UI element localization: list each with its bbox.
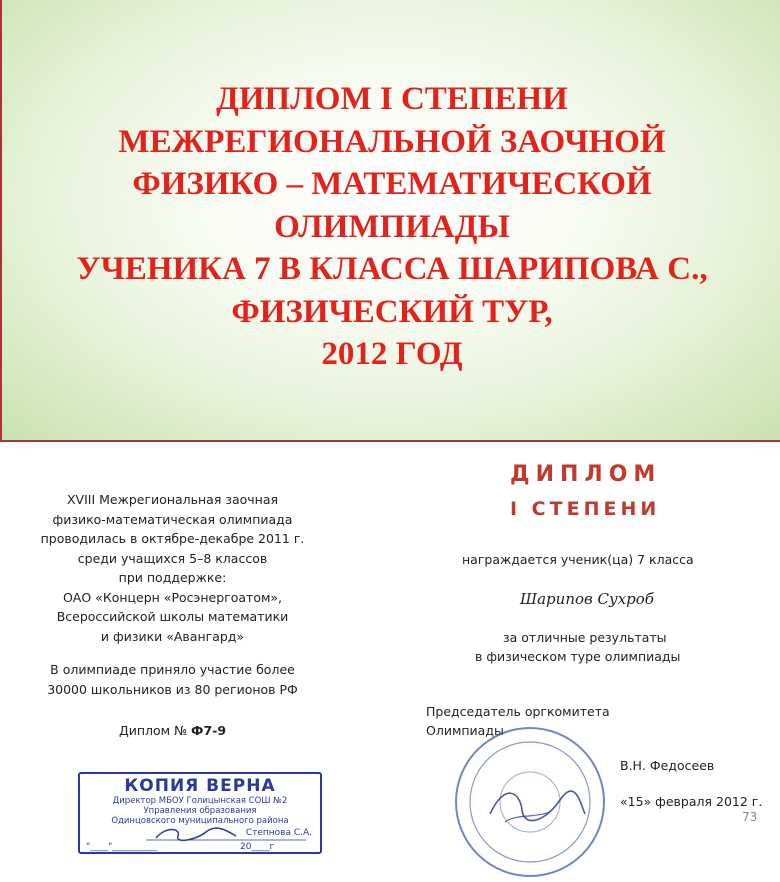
diploma-title: ДИПЛОМ xyxy=(510,462,662,487)
olympiad-info-line: проводилась в октябре-декабре 2011 г. xyxy=(40,531,305,546)
reason-line: в физическом туре олимпиады xyxy=(475,649,681,664)
stamp-signer: Степнова С.А. xyxy=(245,828,312,838)
round-seal-icon xyxy=(450,722,610,882)
olympiad-info-line: при поддержке: xyxy=(118,570,227,585)
title-line: 2012 ГОД xyxy=(321,336,463,372)
title-line: УЧЕНИКА 7 В КЛАССА ШАРИПОВА С., xyxy=(76,251,708,287)
awarded-text: награждается ученик(ца) 7 класса xyxy=(462,552,694,567)
diploma-number-value: Ф7-9 xyxy=(191,723,227,738)
diploma-degree: I СТЕПЕНИ xyxy=(510,498,661,520)
olympiad-info-line: ОАО «Концерн «Росэнергоатом», xyxy=(62,589,283,605)
award-date: «15» февраля 2012 г. xyxy=(620,794,763,809)
chair-line: Председатель оргкомитета xyxy=(426,704,610,719)
stamp-date-left: "____"__________ xyxy=(86,842,158,852)
participation-line: 30000 школьников из 80 регионов РФ xyxy=(47,681,298,697)
olympiad-info-line: среди учащихся 5–8 классов xyxy=(77,550,268,566)
slide-title xyxy=(2,78,780,376)
title-line: ОЛИМПИАДЫ xyxy=(274,208,510,245)
chair-name: В.Н. Федосеев xyxy=(620,758,715,773)
participation-line: В олимпиаде приняло участие более xyxy=(50,662,295,677)
page-number: 73 xyxy=(742,810,758,824)
reason-line: за отличные результаты xyxy=(503,630,667,645)
olympiad-info-line: и физики «Авангард» xyxy=(100,628,245,644)
diploma-number-label: Диплом № xyxy=(118,723,188,738)
stamp-date-year: 20____г xyxy=(240,842,275,852)
diploma-left-page xyxy=(0,490,345,741)
olympiad-info-line: физико-математическая олимпиада xyxy=(52,511,293,527)
title-line: ДИПЛОМ I СТЕПЕНИ xyxy=(216,81,568,117)
olympiad-info-line: Всероссийской школы математики xyxy=(56,609,289,624)
title-line: ФИЗИКО – МАТЕМАТИЧЕСКОЙ xyxy=(132,166,652,202)
stamp-line: Управления образования xyxy=(143,806,257,816)
stamp-line: Директор МБОУ Голицынская СОШ №2 xyxy=(112,796,288,806)
chair-line: Олимпиады xyxy=(426,723,504,738)
stamp-line: Одинцовского муниципального района xyxy=(111,816,289,826)
copy-certified-stamp xyxy=(78,772,322,854)
olympiad-info-line: XVIII Межрегиональная заочная xyxy=(66,492,279,507)
title-line: МЕЖРЕГИОНАЛЬНОЙ ЗАОЧНОЙ xyxy=(118,123,666,160)
diploma-scan xyxy=(0,452,780,856)
diploma-number xyxy=(0,721,345,741)
stamp-title: КОПИЯ ВЕРНА xyxy=(124,776,276,796)
student-name: Шарипов Сухроб xyxy=(520,590,654,608)
title-line: ФИЗИЧЕСКИЙ ТУР, xyxy=(231,293,553,330)
